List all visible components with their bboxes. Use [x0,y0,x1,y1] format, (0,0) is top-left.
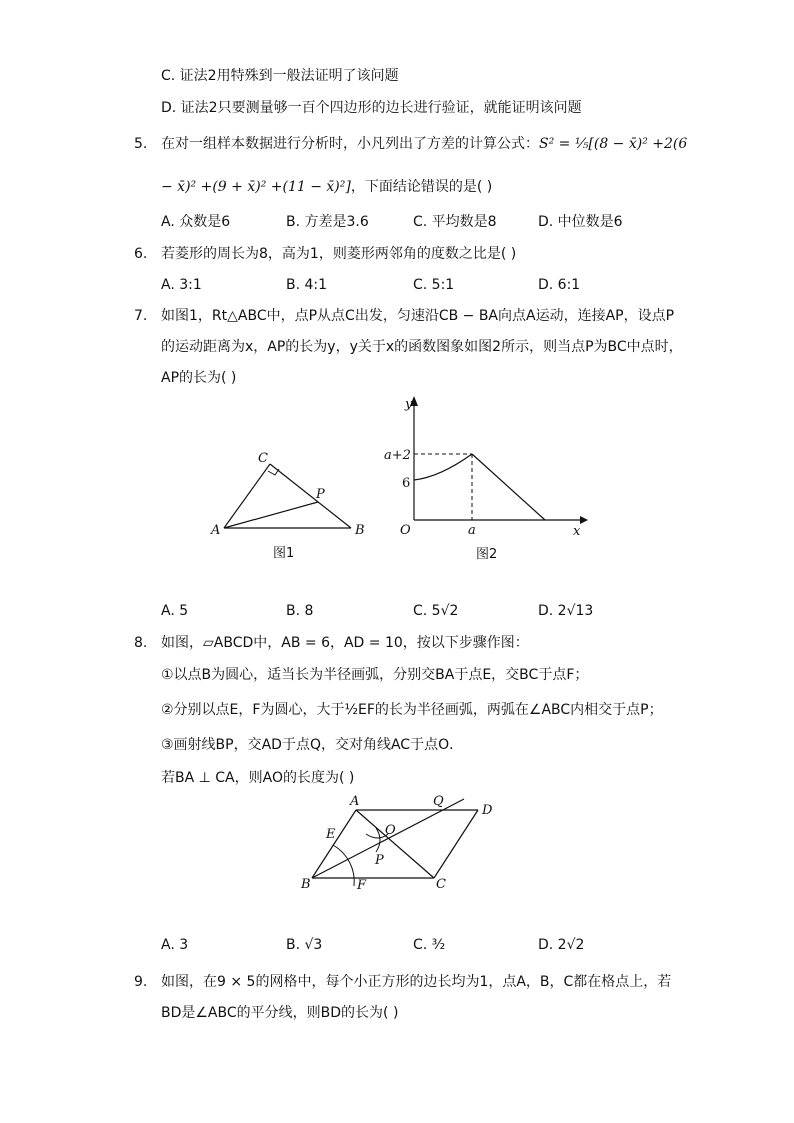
q5-option-a: A. 众数是6 [161,214,231,230]
q7-option-d: D. 2√13 [538,603,594,619]
q5-line1-text: 在对一组样本数据进行分析时，小凡列出了方差的计算公式： [161,136,539,152]
q8-label-c: C [436,877,446,892]
fig1-label-p: P [316,487,325,502]
fig1-caption: 图1 [273,546,295,561]
q4-option-c: C. 证法2用特殊到一般法证明了该问题 [161,68,399,84]
q6-option-d: D. 6:1 [538,277,581,293]
q8-label-a: A [350,794,360,809]
q5-option-c: C. 平均数是8 [413,214,497,230]
q8-question: 若BA ⊥ CA，则AO的长度为( ) [161,770,355,786]
fig2-label-a-plus-2: a+2 [384,448,411,463]
q8-label-q: Q [433,794,444,809]
q8-option-d: D. 2√2 [538,937,585,953]
q8-step1: ①以点B为圆心，适当长为半径画弧，分别交BA于点E，交BC于点F； [161,667,589,683]
fig2-label-x: x [573,524,581,539]
q8-label-e: E [326,827,336,842]
fig1-label-c: C [258,451,268,466]
q7-line2: 的运动距离为x，AP的长为y，y关于x的函数图象如图2所示，则当点P为BC中点时， [161,339,683,355]
q8-label-b: B [301,877,311,892]
q5-number: 5. [134,136,148,152]
fig2-caption: 图2 [476,547,498,562]
q5-line1 [161,134,687,154]
fig2-label-6: 6 [402,476,411,491]
q9-number: 9. [134,974,148,990]
q8-option-a: A. 3 [161,937,189,953]
q5-line2-text: ，下面结论错误的是( ) [350,179,493,195]
q8-step2: ②分别以点E，F为圆心，大于½EF的长为半径画弧，两弧在∠ABC内相交于点P； [161,702,663,718]
fig1-label-b: B [355,523,365,538]
q9-line1: 如图，在9 × 5的网格中，每个小正方形的边长均为1，点A，B，C都在格点上，若 [161,974,672,990]
q7-line1: 如图1，Rt△ABC中，点P从点C出发，匀速沿CB − BA向点A运动，连接AP，设点P [161,308,675,324]
fig2-label-y: y [405,397,413,412]
q8-step3: ③画射线BP，交AD于点Q，交对角线AC于点O． [161,737,464,753]
q6-number: 6. [134,246,148,262]
q8-line1: 如图，▱ABCD中，AB = 6，AD = 10，按以下步骤作图： [161,635,529,651]
q6-option-b: B. 4:1 [286,277,328,293]
fig1-label-a: A [211,523,221,538]
q8-number: 8. [134,635,148,651]
q7-figure2-graph [380,392,595,564]
q7-figure1-triangle [205,445,380,565]
q5-variance-formula-end: − x̄)² +(9 + x̄)² +(11 − x̄)²] [161,179,351,195]
q8-label-o: O [385,823,396,838]
fig2-label-a: a [468,523,476,538]
q8-label-f: F [357,878,367,893]
q8-label-p: P [375,853,384,868]
q7-line3: AP的长为( ) [161,370,237,386]
q7-option-b: B. 8 [286,603,314,619]
q7-option-c: C. 5√2 [413,603,459,619]
q6-option-a: A. 3:1 [161,277,202,293]
q5-variance-formula-start: S² = ¹⁄₅[(8 − x̄)² +2(6 [539,136,688,152]
fig2-label-origin: O [400,523,411,538]
q9-line2: BD是∠ABC的平分线，则BD的长为( ) [161,1005,399,1021]
q6-option-c: C. 5:1 [413,277,455,293]
q7-number: 7. [134,308,148,324]
q8-label-d: D [482,803,493,818]
q6-text: 若菱形的周长为8，高为1，则菱形两邻角的度数之比是( ) [161,246,517,262]
q5-line2 [161,177,492,197]
q8-option-b: B. √3 [286,937,323,953]
q8-parallelogram-figure [296,790,506,895]
q8-option-c: C. ³⁄₂ [413,937,446,953]
q5-option-b: B. 方差是3.6 [286,214,369,230]
q4-option-d: D. 证法2只要测量够一百个四边形的边长进行验证，就能证明该问题 [161,100,582,116]
q5-option-d: D. 中位数是6 [538,214,623,230]
q7-option-a: A. 5 [161,603,189,619]
